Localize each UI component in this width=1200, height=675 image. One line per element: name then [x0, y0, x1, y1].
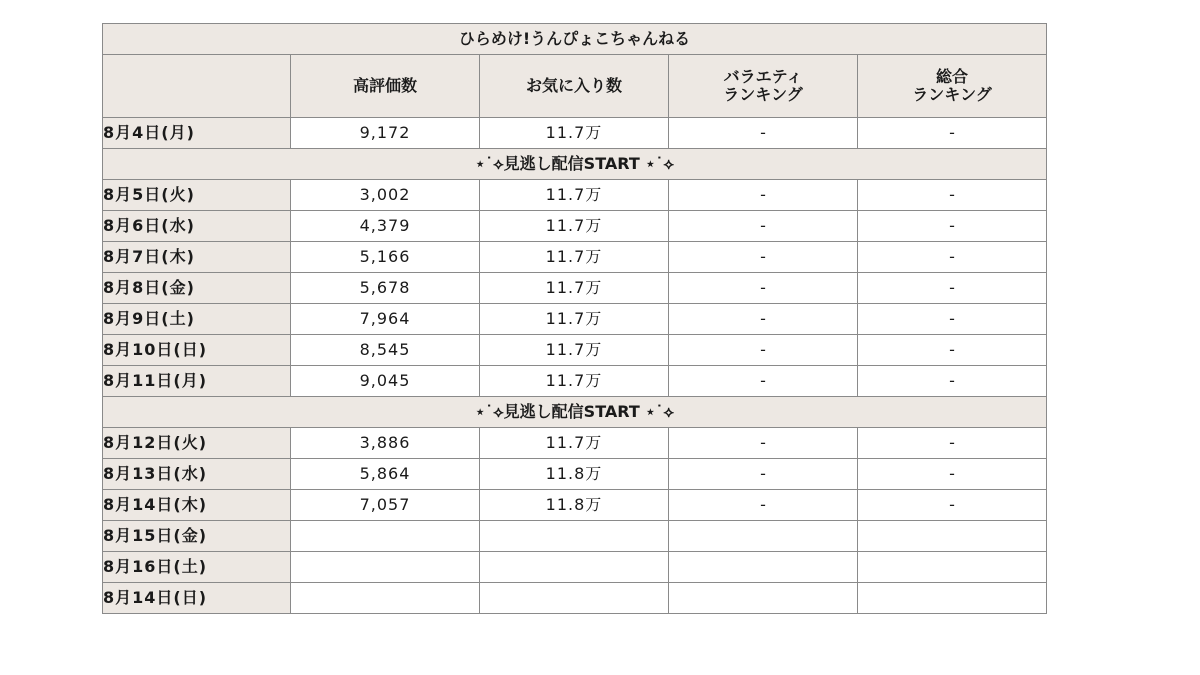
favorites-cell: 11.7万 [480, 366, 669, 397]
variety-ranking-cell: - [669, 428, 858, 459]
title-row [103, 24, 1047, 55]
variety-ranking-cell [669, 583, 858, 614]
overall-ranking-cell: - [858, 304, 1047, 335]
likes-cell: 9,172 [291, 118, 480, 149]
likes-cell: 5,864 [291, 459, 480, 490]
variety-ranking-cell: - [669, 304, 858, 335]
variety-ranking-cell: - [669, 180, 858, 211]
likes-cell: 5,678 [291, 273, 480, 304]
table-row [103, 211, 1047, 242]
overall-ranking-cell: - [858, 273, 1047, 304]
variety-ranking-cell: - [669, 118, 858, 149]
variety-ranking-cell [669, 552, 858, 583]
variety-ranking-cell: - [669, 366, 858, 397]
table-row [103, 366, 1047, 397]
overall-ranking-cell: - [858, 459, 1047, 490]
likes-cell: 9,045 [291, 366, 480, 397]
overall-ranking-cell: - [858, 366, 1047, 397]
header-variety-ranking: バラエティ ランキング [669, 55, 858, 118]
table-row [103, 428, 1047, 459]
date-cell: 8月14日(木) [103, 490, 291, 521]
favorites-cell: 11.7万 [480, 180, 669, 211]
table-row [103, 273, 1047, 304]
overall-ranking-cell: - [858, 180, 1047, 211]
date-cell: 8月12日(火) [103, 428, 291, 459]
stats-table [102, 23, 1047, 614]
overall-ranking-cell [858, 583, 1047, 614]
likes-cell: 7,057 [291, 490, 480, 521]
likes-cell: 3,002 [291, 180, 480, 211]
favorites-cell [480, 521, 669, 552]
overall-ranking-cell [858, 521, 1047, 552]
event-row [103, 397, 1047, 428]
favorites-cell [480, 583, 669, 614]
overall-ranking-cell [858, 552, 1047, 583]
table-body [103, 24, 1047, 614]
favorites-cell: 11.7万 [480, 428, 669, 459]
variety-ranking-cell [669, 521, 858, 552]
likes-cell: 3,886 [291, 428, 480, 459]
variety-ranking-cell: - [669, 273, 858, 304]
table-row [103, 242, 1047, 273]
favorites-cell: 11.8万 [480, 459, 669, 490]
favorites-cell: 11.7万 [480, 273, 669, 304]
event-row [103, 149, 1047, 180]
date-cell: 8月4日(月) [103, 118, 291, 149]
event-label: ⋆˙⟡見逃し配信START ⋆˙⟡ [103, 149, 1047, 180]
favorites-cell: 11.7万 [480, 335, 669, 366]
table-title: ひらめけ!うんぴょこちゃんねる [103, 24, 1047, 55]
date-cell: 8月10日(日) [103, 335, 291, 366]
overall-ranking-cell: - [858, 428, 1047, 459]
variety-ranking-cell: - [669, 335, 858, 366]
header-row [103, 55, 1047, 118]
table-row [103, 459, 1047, 490]
table-row [103, 521, 1047, 552]
date-cell: 8月5日(火) [103, 180, 291, 211]
favorites-cell: 11.7万 [480, 304, 669, 335]
date-cell: 8月14日(日) [103, 583, 291, 614]
header-favorites: お気に入り数 [480, 55, 669, 118]
variety-ranking-cell: - [669, 242, 858, 273]
likes-cell [291, 552, 480, 583]
table-row [103, 583, 1047, 614]
header-date [103, 55, 291, 118]
favorites-cell: 11.7万 [480, 211, 669, 242]
date-cell: 8月8日(金) [103, 273, 291, 304]
date-cell: 8月15日(金) [103, 521, 291, 552]
overall-ranking-cell: - [858, 211, 1047, 242]
likes-cell: 4,379 [291, 211, 480, 242]
likes-cell: 8,545 [291, 335, 480, 366]
table-row [103, 490, 1047, 521]
header-overall-ranking: 総合 ランキング [858, 55, 1047, 118]
event-label: ⋆˙⟡見逃し配信START ⋆˙⟡ [103, 397, 1047, 428]
header-likes: 高評価数 [291, 55, 480, 118]
variety-ranking-cell: - [669, 459, 858, 490]
favorites-cell: 11.7万 [480, 242, 669, 273]
overall-ranking-cell: - [858, 490, 1047, 521]
overall-ranking-cell: - [858, 118, 1047, 149]
table-row [103, 118, 1047, 149]
date-cell: 8月6日(水) [103, 211, 291, 242]
favorites-cell [480, 552, 669, 583]
table-row [103, 552, 1047, 583]
likes-cell [291, 521, 480, 552]
likes-cell: 5,166 [291, 242, 480, 273]
table-row [103, 304, 1047, 335]
overall-ranking-cell: - [858, 242, 1047, 273]
table-row [103, 335, 1047, 366]
variety-ranking-cell: - [669, 211, 858, 242]
date-cell: 8月16日(土) [103, 552, 291, 583]
date-cell: 8月11日(月) [103, 366, 291, 397]
favorites-cell: 11.8万 [480, 490, 669, 521]
favorites-cell: 11.7万 [480, 118, 669, 149]
date-cell: 8月9日(土) [103, 304, 291, 335]
overall-ranking-cell: - [858, 335, 1047, 366]
date-cell: 8月7日(木) [103, 242, 291, 273]
variety-ranking-cell: - [669, 490, 858, 521]
date-cell: 8月13日(水) [103, 459, 291, 490]
table-row [103, 180, 1047, 211]
likes-cell: 7,964 [291, 304, 480, 335]
likes-cell [291, 583, 480, 614]
